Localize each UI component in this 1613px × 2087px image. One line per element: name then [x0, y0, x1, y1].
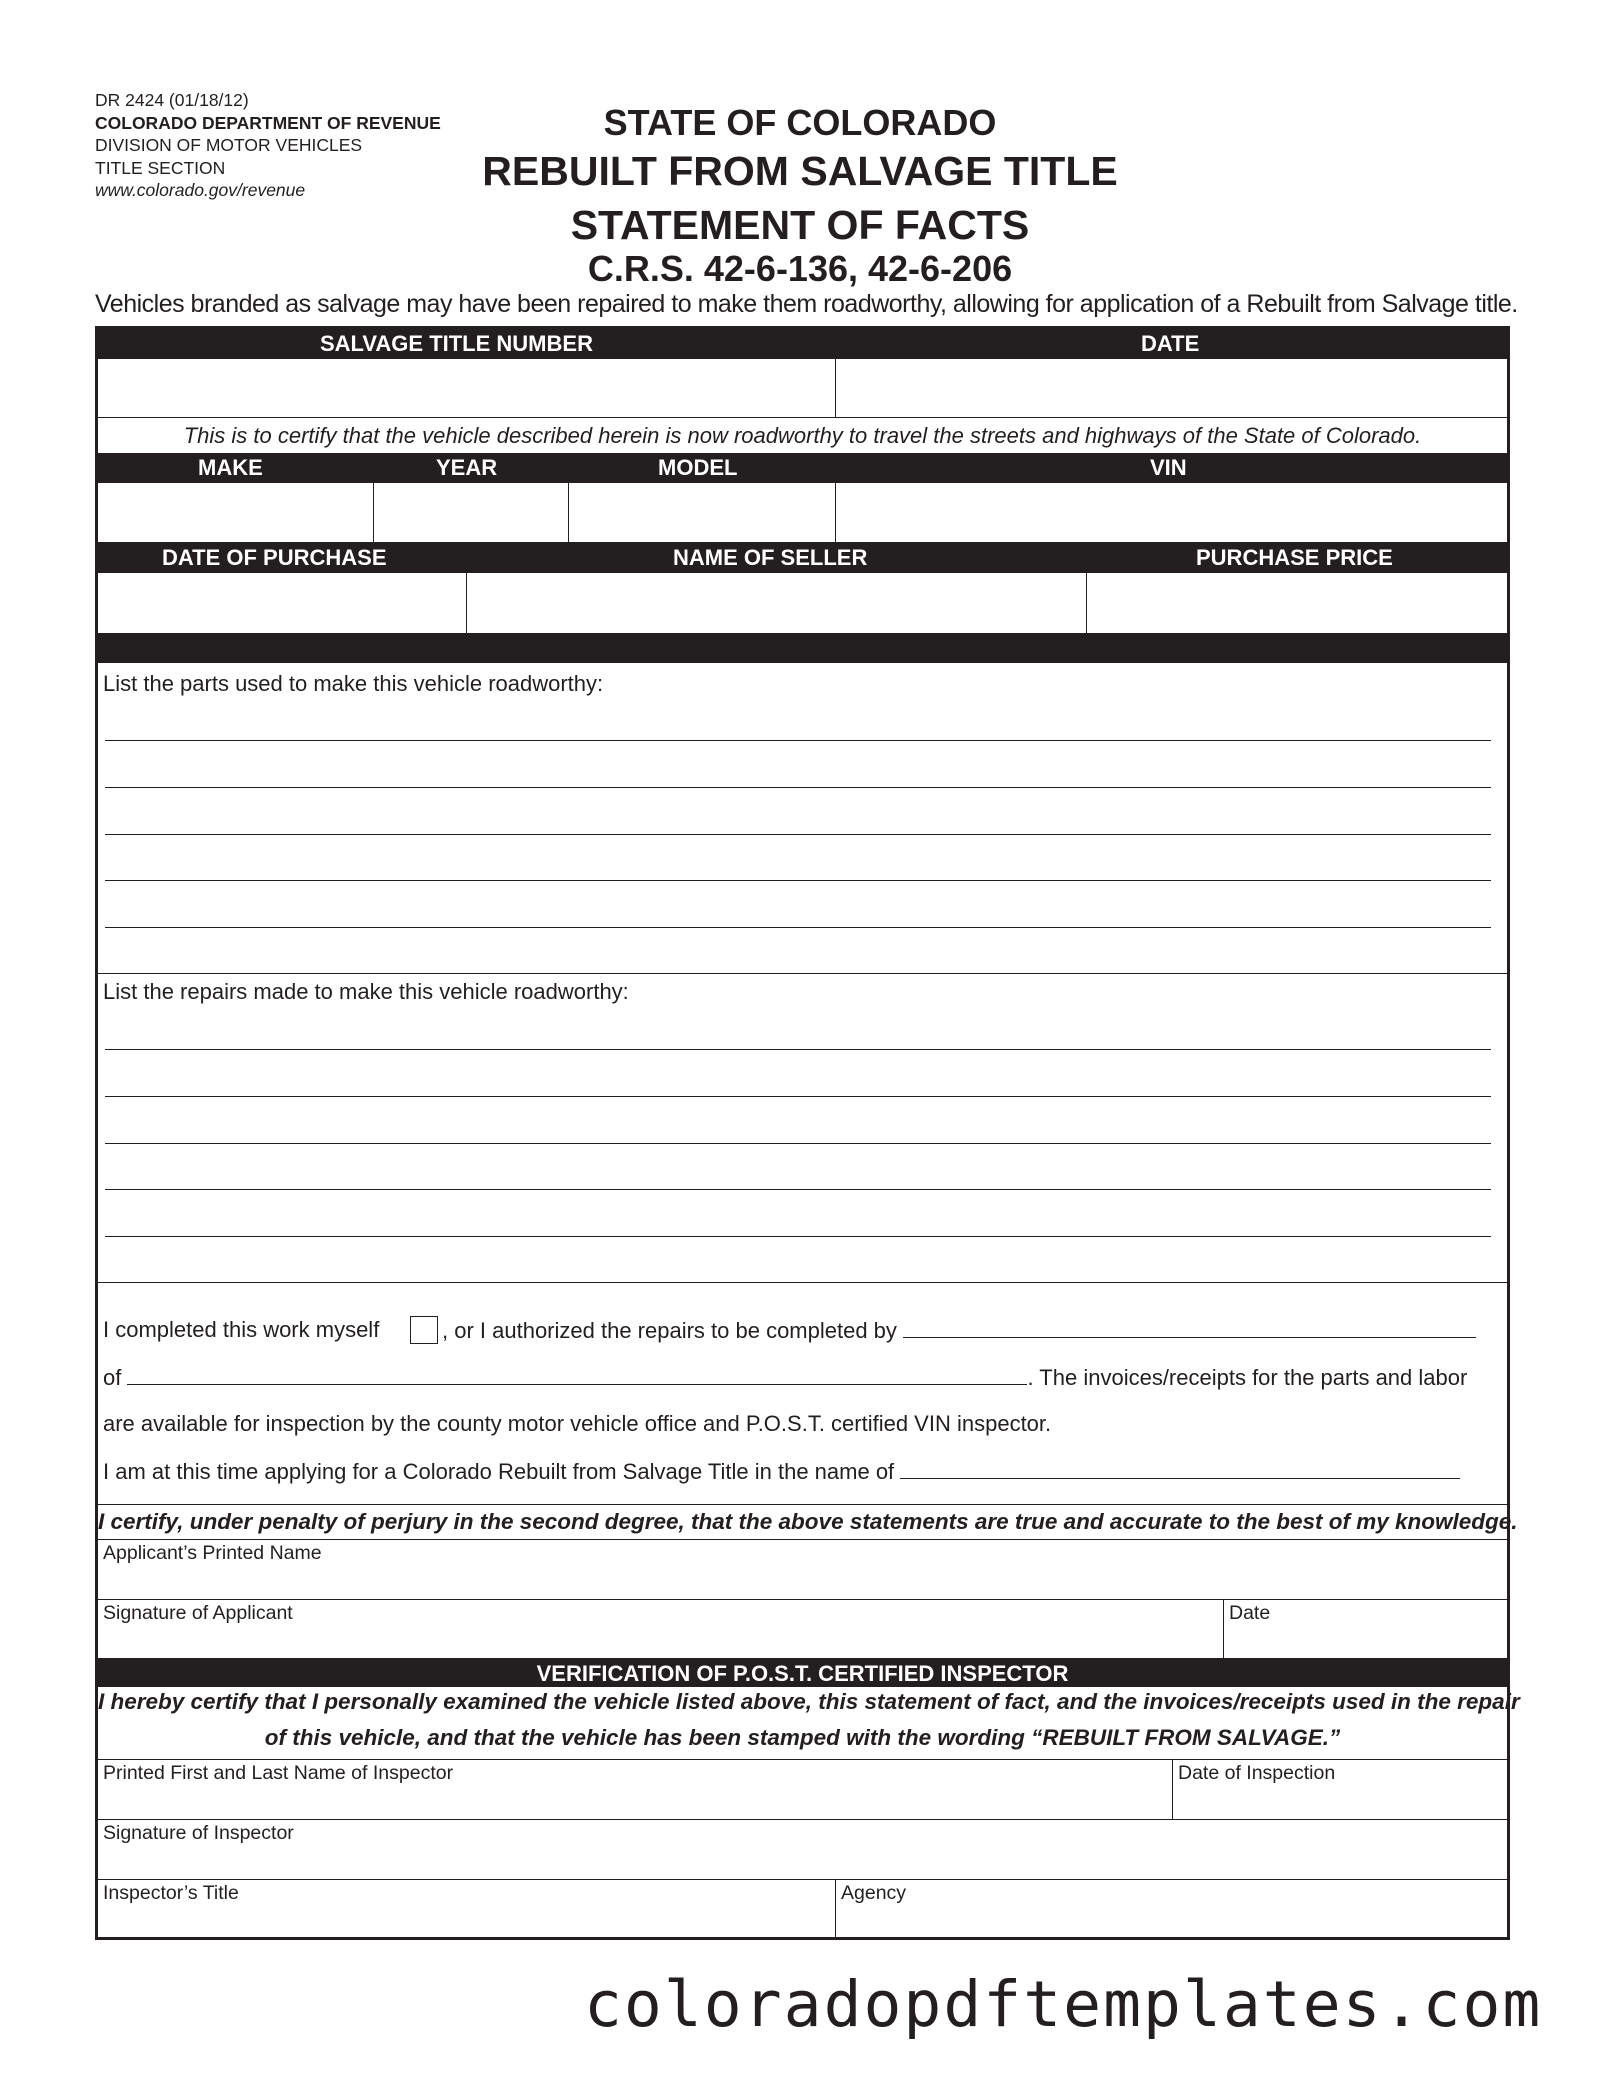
vin-field[interactable]	[837, 483, 1507, 542]
applicant-printed-name-field[interactable]	[98, 1541, 1507, 1599]
divider	[1223, 1599, 1224, 1658]
repairs-line	[105, 1096, 1491, 1097]
applicant-printed-name-label: Applicant’s Printed Name	[103, 1542, 322, 1564]
division-name: DIVISION OF MOTOR VEHICLES	[95, 135, 363, 155]
watermark-text: coloradopdftemplates.com	[584, 1968, 1543, 2041]
date-label: DATE	[1141, 331, 1200, 356]
section-name: TITLE SECTION	[95, 157, 226, 178]
website-link[interactable]: www.colorado.gov/revenue	[95, 180, 306, 200]
date-of-purchase-label: DATE OF PURCHASE	[162, 545, 387, 570]
divider	[98, 1879, 1507, 1880]
inspection-date-label: Date of Inspection	[1178, 1762, 1336, 1784]
statement-line-2	[103, 1364, 1467, 1391]
intro-text: Vehicles branded as salvage may have been repaired to make them roadworthy, allowing for application of a Rebuilt from Salvage title.	[95, 290, 1518, 318]
divider	[98, 1599, 1507, 1600]
completed-myself-checkbox[interactable]	[410, 1316, 438, 1344]
year-label: YEAR	[436, 455, 498, 480]
applicant-signature-label: Signature of Applicant	[103, 1602, 293, 1624]
divider	[466, 573, 467, 633]
divider	[835, 359, 836, 417]
applicant-date-label: Date	[1229, 1602, 1271, 1624]
make-field[interactable]	[98, 483, 372, 542]
authorized-by-field[interactable]	[903, 1317, 1476, 1338]
parts-line	[105, 880, 1491, 881]
department-name: COLORADO DEPARTMENT OF REVENUE	[95, 112, 441, 133]
parts-label: List the parts used to make this vehicle roadworthy:	[103, 671, 604, 696]
divider	[98, 1819, 1507, 1820]
divider	[98, 1282, 1507, 1283]
authorized-text	[442, 1317, 1476, 1344]
purchase-price-label: PURCHASE PRICE	[1196, 545, 1393, 570]
parts-line	[105, 927, 1491, 928]
parts-line	[105, 787, 1491, 788]
vin-label: VIN	[1150, 455, 1187, 480]
name-of-seller-label: NAME OF SELLER	[673, 545, 868, 570]
divider	[98, 1539, 1507, 1540]
agency-header	[95, 89, 441, 202]
year-field[interactable]	[375, 483, 567, 542]
divider	[835, 483, 836, 542]
repairs-line	[105, 1049, 1491, 1050]
verification-heading: VERIFICATION OF P.O.S.T. CERTIFIED INSPECTOR	[536, 1661, 1069, 1686]
inspector-cert-line-1: I hereby certify that I personally examined the vehicle listed above, this statement of fact, and the invoices/receipts used in the repair	[98, 1689, 1520, 1714]
title-form-name: REBUILT FROM SALVAGE TITLE	[482, 148, 1118, 194]
title-statement: STATEMENT OF FACTS	[570, 202, 1030, 248]
inspector-name-field[interactable]	[98, 1761, 1171, 1819]
divider	[98, 417, 1507, 418]
applicant-signature-field[interactable]	[98, 1601, 1222, 1658]
agency-field[interactable]	[837, 1881, 1507, 1937]
purchase-header	[98, 542, 1507, 573]
salvage-title-number-label: SALVAGE TITLE NUMBER	[320, 331, 593, 356]
roadworthy-certification: This is to certify that the vehicle described herein is now roadworthy to travel the streets and highways of the State of Colorado.	[183, 423, 1422, 448]
inspector-name-label: Printed First and Last Name of Inspector	[103, 1762, 454, 1784]
model-label: MODEL	[658, 455, 738, 480]
divider	[373, 483, 374, 542]
inspector-cert-line-2: of this vehicle, and that the vehicle has been stamped with the wording “REBUILT FROM SALVAGE.”	[264, 1725, 1341, 1750]
divider	[568, 483, 569, 542]
divider	[98, 973, 1507, 974]
applicant-name-field[interactable]	[900, 1458, 1460, 1479]
inspection-date-field[interactable]	[1174, 1761, 1507, 1819]
date-field[interactable]	[837, 359, 1507, 417]
applying-text: I am at this time applying for a Colorado Rebuilt from Salvage Title in the name of	[103, 1459, 895, 1484]
vehicle-header	[98, 453, 1507, 483]
divider	[1086, 573, 1087, 633]
date-of-purchase-field[interactable]	[98, 573, 465, 633]
perjury-statement: I certify, under penalty of perjury in the second degree, that the above statements are true and accurate to the best of my knowledge.	[98, 1509, 1518, 1534]
of-label: of	[103, 1365, 122, 1390]
repairs-line	[105, 1189, 1491, 1190]
inspector-title-label: Inspector’s Title	[103, 1882, 239, 1904]
divider	[835, 1879, 836, 1937]
form-id: DR 2424 (01/18/12)	[95, 90, 249, 110]
name-of-seller-field[interactable]	[468, 573, 1085, 633]
repairs-line	[105, 1143, 1491, 1144]
divider	[1172, 1759, 1173, 1819]
repairs-line	[105, 1236, 1491, 1237]
completed-myself-text: I completed this work myself	[103, 1317, 380, 1342]
repair-shop-location-field[interactable]	[127, 1364, 1027, 1385]
title-statute: C.R.S. 42-6-136, 42-6-206	[587, 248, 1013, 289]
statement-line-4	[103, 1458, 1460, 1485]
make-label: MAKE	[198, 455, 263, 480]
parts-line	[105, 834, 1491, 835]
parts-line	[105, 740, 1491, 741]
agency-label: Agency	[841, 1882, 907, 1904]
invoices-text: . The invoices/receipts for the parts and labor	[1027, 1365, 1468, 1390]
model-field[interactable]	[570, 483, 834, 542]
applicant-date-field[interactable]	[1225, 1601, 1507, 1658]
statement-line-3: are available for inspection by the county motor vehicle office and P.O.S.T. certified VIN inspector.	[103, 1411, 1052, 1436]
authorized-by-label: , or I authorized the repairs to be completed by	[442, 1318, 897, 1343]
purchase-price-field[interactable]	[1088, 573, 1507, 633]
title-state: STATE OF COLORADO	[603, 102, 997, 143]
divider	[98, 1504, 1507, 1505]
inspector-signature-label: Signature of Inspector	[103, 1822, 294, 1844]
inspector-signature-field[interactable]	[98, 1821, 1507, 1879]
title-number-header	[98, 329, 1507, 359]
section-separator-bar	[98, 633, 1507, 663]
verification-header	[98, 1658, 1507, 1687]
salvage-title-number-field[interactable]	[98, 359, 834, 417]
repairs-label: List the repairs made to make this vehicle roadworthy:	[103, 979, 629, 1004]
divider	[98, 1759, 1507, 1760]
statement-form	[95, 326, 1520, 1940]
inspector-title-field[interactable]	[98, 1881, 834, 1937]
statement-line-1	[103, 1317, 379, 1343]
